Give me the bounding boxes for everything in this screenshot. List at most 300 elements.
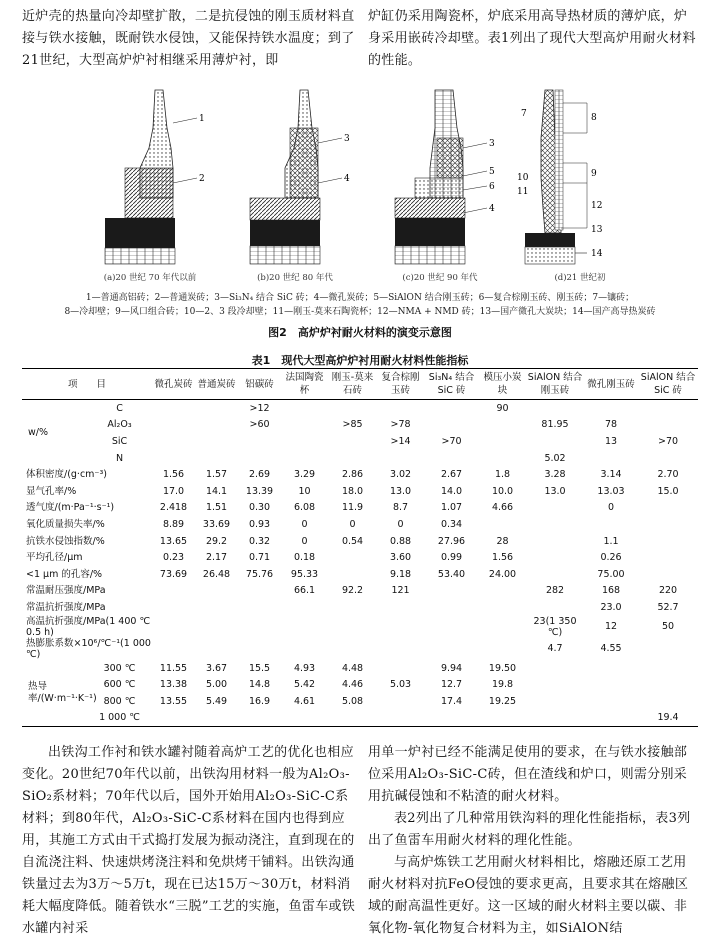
table-cell [638,400,698,417]
panel-d-caption: (d)21 世纪初 [554,273,606,283]
table-cell: 18.0 [341,485,364,497]
table-cell: >14 [390,435,411,447]
table-cell [479,599,526,616]
table-cell: 12 [604,621,618,633]
table-cell: 17.0 [162,485,185,497]
column-header: 复合棕刚玉砖 [381,372,420,396]
table-cell: 15.0 [657,485,679,497]
table-cell: 13.39 [245,485,274,497]
table-cell [238,583,281,600]
table-cell: 4.48 [341,662,364,674]
table-cell [638,693,698,710]
table-cell: 2.67 [440,469,463,481]
column-header: 微孔刚玉砖 [587,378,635,390]
table-cell [328,599,377,616]
table-cell [526,533,584,550]
table-cell: 81.95 [541,419,569,431]
thermal-conductivity-sub-label: 800 ℃ [103,695,136,707]
table-cell [238,599,281,616]
table-cell [638,549,698,566]
table-cell [584,660,638,677]
column-header: 模压小炭块 [483,372,522,396]
table-cell [238,638,281,660]
row-label: 常温抗折强度/MPa [26,601,106,613]
panel-d-label-13: 13 [591,225,603,235]
thermal-conductivity-group-label: 热导率/(W·m⁻¹·K⁻¹) [28,680,97,704]
table-cell: 2.418 [159,502,188,514]
column-header: 微孔炭砖 [154,378,193,390]
legend-line-2: 8—冷却壁；9—风口组合砖；10—2、3 段冷却壁；11—刚玉-莫来石陶瓷杯；12—NMA + NMD 砖；13—国产微孔大炭块；14—国产高导热炭砖 [64,307,656,317]
table-cell [328,433,377,450]
table-cell [526,599,584,616]
table-cell [479,450,526,467]
table-cell: 19.25 [488,695,517,707]
table-cell: 13 [604,435,618,447]
table-cell: 17.4 [440,695,463,707]
panel-d-label-7: 7 [521,109,527,119]
panel-c-caption: (c)20 世纪 90 年代 [402,273,478,283]
table-cell [195,417,238,434]
table-row [22,693,698,710]
table-row [22,660,698,677]
body-paragraph: 出铁沟工作衬和铁水罐衬随着高炉工艺的优化也相应变化。20世纪70年代以前，出铁沟用材料一般为Al₂O₃-SiO₂系材料；70年代以后，国外开始用Al₂O₃-SiC-C系材料；到80年代，Al₂O₃-SiC-C系材料在国内也得到应用，其施工方式由干式捣打发展为振动浇注，直到现在的自流浇注料、快速烘烤浇注料和免烘烤干铺料。出铁沟通铁量过去为3万～5万t，现在已达15万～30万t，材料消耗大幅度降低。随着铁水“三脱”工艺的实施，鱼雷车或铁水罐内衬采 [22,745,356,936]
table-cell [584,450,638,467]
thermal-conductivity-sub-label: 600 ℃ [103,679,136,691]
table-cell: 12.7 [440,679,463,691]
row-label: <1 μm 的孔容/% [26,568,103,580]
table-cell: 24.00 [488,568,517,580]
table-cell: >12 [249,402,270,414]
panel-d-label-8: 8 [591,113,597,123]
composition-sub-label: Al₂O₃ [107,419,132,431]
properties-table-wrap [22,368,698,727]
table-cell: 23(1 350 ℃) [533,615,577,638]
legend-line-1: 1—普通高铝砖；2—普通炭砖；3—Si₃N₄ 结合 SiC 砖；4—微孔炭砖；5—SiAlON 结合刚玉砖；6—复合棕刚玉砖、刚玉砖；7—镶砖； [85,293,635,303]
table-cell: 0.30 [248,502,271,514]
table-cell: 0 [607,502,615,514]
table-cell [238,616,281,638]
table-cell: 26.48 [202,568,231,580]
table-cell: 10 [298,485,311,497]
table-cell: 0.88 [389,535,412,547]
table-cell [377,638,424,660]
table-caption: 表1 现代大型高炉炉衬用耐火材料性能指标 [251,354,469,367]
table-cell: 52.7 [657,601,679,613]
table-cell: 14.1 [205,485,228,497]
top-left-paragraph: 近炉壳的热量向冷却壁扩散，二是抗侵蚀的刚玉质材料直接与铁水接触，既耐铁水侵蚀，又能保持铁水温度；到了21世纪，大型高炉炉衬相继采用薄炉衬，即 [22,9,355,68]
bottom-left-column [22,742,357,940]
table-cell: 75.76 [245,568,274,580]
table-cell: 13.38 [159,679,188,691]
table-cell [424,400,479,417]
table-cell: 75.00 [597,568,625,580]
row-label: 抗铁水侵蚀指数/% [26,535,105,547]
table-cell: >70 [441,435,462,447]
table-cell: 6.08 [293,502,316,514]
row-label: 体积密度/(g·cm⁻³) [26,469,107,481]
table-cell: 90 [496,402,509,414]
table-cell: 0 [301,535,308,547]
table-cell [638,660,698,677]
table-cell: 13.0 [544,485,566,497]
table-cell [328,566,377,583]
table-cell: >78 [390,419,411,431]
row-label: 氧化质量损失率/% [26,518,105,530]
table-cell: >70 [657,435,679,447]
table-cell: 19.8 [491,679,514,691]
table-row [22,417,698,434]
table-cell: 28 [496,535,509,547]
row-label: 高温抗折强度/MPa(1 400 ℃ 0.5 h) [26,615,151,638]
top-left-column [22,6,357,72]
table-body [22,400,698,727]
table-cell: 4.55 [600,643,622,655]
panel-a-label-2: 2 [199,174,205,184]
table-cell [638,450,698,467]
panel-b-label-3: 3 [344,134,350,144]
panel-a-label-1: 1 [199,114,205,124]
composition-group-label: w/% [28,427,48,439]
table-row [22,466,698,483]
table-cell [377,400,424,417]
table-cell: 0 [349,518,356,530]
panel-b-caption: (b)20 世纪 80 年代 [257,273,333,283]
table-cell: 11.9 [341,502,364,514]
table-cell [479,433,526,450]
table-cell: 1.57 [205,469,228,481]
panel-b-label-4: 4 [344,174,350,184]
bottom-right-column [368,742,698,940]
table-cell [281,599,328,616]
table-cell [195,710,238,727]
table-cell [281,638,328,660]
table-cell: 0 [301,518,308,530]
thermal-conductivity-sub-label: 300 ℃ [103,662,136,674]
table-cell: 1.8 [494,469,511,481]
table-cell [638,516,698,533]
table-row [22,599,698,616]
row-label: 平均孔径/μm [26,552,83,564]
table-cell: 15.5 [248,662,271,674]
table-cell [377,660,424,677]
thermal-conductivity-sub-label: 1 000 ℃ [99,712,140,724]
table-row [22,450,698,467]
table-cell [152,583,195,600]
table-cell: 2.17 [205,552,228,564]
table-cell: 10.0 [491,485,514,497]
table-cell [195,450,238,467]
table-cell [424,638,479,660]
table-cell: 92.2 [341,585,364,597]
table-cell: 4.93 [293,662,316,674]
table-cell: 0.71 [248,552,271,564]
table-cell [479,583,526,600]
table-cell: 5.02 [544,452,566,464]
table-header-row [22,369,698,400]
table-cell: 3.28 [544,469,566,481]
table-cell [638,533,698,550]
table-cell [424,583,479,600]
table-cell [281,400,328,417]
table-cell [424,599,479,616]
item-header: 项 目 [68,378,107,390]
table-cell: 23.0 [600,601,622,613]
table-cell [526,660,584,677]
table-cell: 4.46 [341,679,364,691]
table-cell [195,583,238,600]
panel-a-caption: (a)20 世纪 70 年代以前 [103,273,197,283]
table-cell [526,676,584,693]
panel-d-drawing [515,88,650,268]
table-cell [584,516,638,533]
table-cell [377,710,424,727]
table-cell [638,417,698,434]
table-row [22,533,698,550]
figure-panel-d [515,88,645,283]
table-cell: 5.49 [205,695,228,707]
table-row [22,433,698,450]
panel-d-label-12: 12 [591,201,603,211]
table-cell: 13.03 [597,485,625,497]
panel-c-label-4: 4 [489,204,495,214]
composition-sub-label: N [115,452,124,464]
panel-c-label-5: 5 [489,167,495,177]
table-cell [328,450,377,467]
properties-table [22,368,698,727]
table-cell: 1.56 [491,552,514,564]
table-cell [328,638,377,660]
column-header: 刚玉-莫来石砖 [331,372,374,396]
table-cell [281,433,328,450]
table-cell [584,693,638,710]
table-cell: 0.32 [248,535,271,547]
table-cell [479,516,526,533]
table-cell [238,433,281,450]
table-cell: 0.34 [440,518,463,530]
table-cell: 3.29 [293,469,316,481]
table-cell: 53.40 [437,568,466,580]
table-cell: 73.69 [159,568,188,580]
table-cell [424,710,479,727]
table-cell [584,676,638,693]
table-cell: 5.00 [205,679,228,691]
table-cell: 14.0 [440,485,463,497]
table-cell: 16.9 [248,695,271,707]
table-cell [238,710,281,727]
table-cell: >85 [342,419,363,431]
panel-d-label-14: 14 [591,249,603,259]
table-cell [479,638,526,660]
table-cell: 95.33 [290,568,319,580]
table-cell: 282 [545,585,565,597]
table-cell [526,433,584,450]
table-cell: 2.69 [248,469,271,481]
table-cell [377,693,424,710]
figure-panel-b [230,88,360,283]
table-cell [195,433,238,450]
column-header: SiAlON 结合 SiC 砖 [640,372,696,396]
table-cell: 1.07 [440,502,463,514]
table-cell [152,710,195,727]
table-cell [152,616,195,638]
table-row [22,516,698,533]
table-cell: 8.7 [392,502,409,514]
table-cell [638,566,698,583]
table-cell: 3.60 [389,552,412,564]
table-cell: 13.55 [159,695,188,707]
table-cell [638,638,698,660]
table-cell: 5.08 [341,695,364,707]
table-cell [584,710,638,727]
panel-a-drawing [85,88,215,268]
table-cell [526,710,584,727]
furnace-lining-figure [85,88,650,283]
table-row [22,616,698,638]
table-cell: 0.93 [248,518,271,530]
table-cell [238,450,281,467]
table-cell: 4.66 [491,502,514,514]
panel-c-drawing [375,88,505,268]
panel-b-drawing [230,88,360,268]
table-cell: 14.8 [248,679,271,691]
table-cell [479,710,526,727]
table-cell [479,417,526,434]
table-row [22,549,698,566]
table-row [22,710,698,727]
table-cell [526,566,584,583]
table-cell [281,417,328,434]
table-row [22,583,698,600]
row-label: 常温耐压强度/MPa [26,585,106,597]
table-cell: 29.2 [205,535,228,547]
table-cell [377,616,424,638]
table-cell: 9.18 [389,568,412,580]
table-row [22,676,698,693]
table-cell [424,417,479,434]
table-cell: 1.51 [205,502,228,514]
panel-c-label-6: 6 [489,182,495,192]
table-cell: 3.67 [205,662,228,674]
table-cell [195,638,238,660]
figure-legend [22,291,698,319]
composition-sub-label: C [116,402,123,414]
table-cell [152,450,195,467]
column-header: 普通炭砖 [197,378,236,390]
table-cell: 1.1 [603,535,619,547]
table-cell: 3.02 [389,469,412,481]
table-cell [152,400,195,417]
body-paragraph: 用单一炉衬已经不能满足使用的要求，在与铁水接触部位采用Al₂O₃-SiC-C砖，但在渣线和炉口，则需分别采用抗碱侵蚀和不粘渣的耐火材料。 [368,745,688,804]
table-cell: 0.23 [162,552,185,564]
table-cell: 1.56 [162,469,185,481]
column-header: 法国陶瓷杯 [285,372,324,396]
table-cell: 4.61 [293,695,316,707]
table-cell [424,616,479,638]
table-cell [328,616,377,638]
table-cell: 2.70 [657,469,679,481]
table-cell: 0.18 [293,552,316,564]
table-cell [328,710,377,727]
table-cell: 33.69 [202,518,231,530]
panel-d-label-9: 9 [591,169,597,179]
table-cell: 5.03 [389,679,412,691]
table-row [22,483,698,500]
table-row [22,400,698,417]
table-cell: 5.42 [293,679,316,691]
figure-caption: 图2 高炉炉衬耐火材料的演变示意图 [268,326,452,339]
table-cell [526,693,584,710]
table-cell: 0 [397,518,404,530]
table-cell [377,599,424,616]
table-cell [152,599,195,616]
table-cell: 50 [661,621,675,633]
table-cell [526,516,584,533]
table-cell: 78 [604,419,618,431]
table-cell [328,400,377,417]
table-row [22,500,698,517]
table-cell: 168 [601,585,621,597]
panel-d-label-11: 11 [517,187,529,197]
table-cell: 4.7 [547,643,563,655]
table-cell: 2.86 [341,469,364,481]
table-cell [526,500,584,517]
table-cell [152,433,195,450]
table-cell: 13.65 [159,535,188,547]
table-cell [638,500,698,517]
table-cell [281,710,328,727]
top-right-paragraph: 炉缸仍采用陶瓷杯，炉底采用高导热材质的薄炉底，炉身采用嵌砖冷却壁。表1列出了现代大型高炉用耐火材料的性能。 [368,9,696,68]
body-paragraph: 表2列出了几种常用铁沟料的理化性能指标，表3列出了鱼雷车用耐火材料的理化性能。 [368,811,691,848]
panel-d-label-10: 10 [517,173,529,183]
table-cell: 8.89 [162,518,185,530]
table-row [22,638,698,660]
table-cell: 0.54 [341,535,364,547]
table-cell [195,616,238,638]
table-cell: 27.96 [437,535,466,547]
row-label: 显气孔率/% [26,485,77,497]
table-cell [195,599,238,616]
table-cell: 3.14 [600,469,622,481]
table-cell [584,400,638,417]
table-cell: 121 [391,585,410,597]
table-cell [195,400,238,417]
table-cell: 9.94 [440,662,463,674]
table-cell: 11.55 [159,662,188,674]
table-cell [281,450,328,467]
table-cell [152,638,195,660]
table-cell: >60 [249,419,270,431]
figure-panel-a [85,88,215,283]
table-cell [328,549,377,566]
table-cell: 66.1 [293,585,316,597]
row-label: 透气度/(m·Pa⁻¹·s⁻¹) [26,502,115,514]
table-cell: 19.50 [488,662,517,674]
top-right-column [368,6,698,72]
composition-sub-label: SiC [111,435,128,447]
figure-panel-c [375,88,505,283]
column-header: SiAlON 结合刚玉砖 [527,372,583,396]
table-cell: 0.99 [440,552,463,564]
table-cell: 19.4 [657,712,679,724]
table-cell [281,616,328,638]
table-cell: 0.26 [600,552,622,564]
table-cell [377,450,424,467]
table-cell [479,616,526,638]
column-header: Si₃N₄ 结合 SiC 砖 [428,372,475,396]
column-header: 铝碳砖 [245,378,274,390]
table-cell [424,450,479,467]
table-row [22,566,698,583]
